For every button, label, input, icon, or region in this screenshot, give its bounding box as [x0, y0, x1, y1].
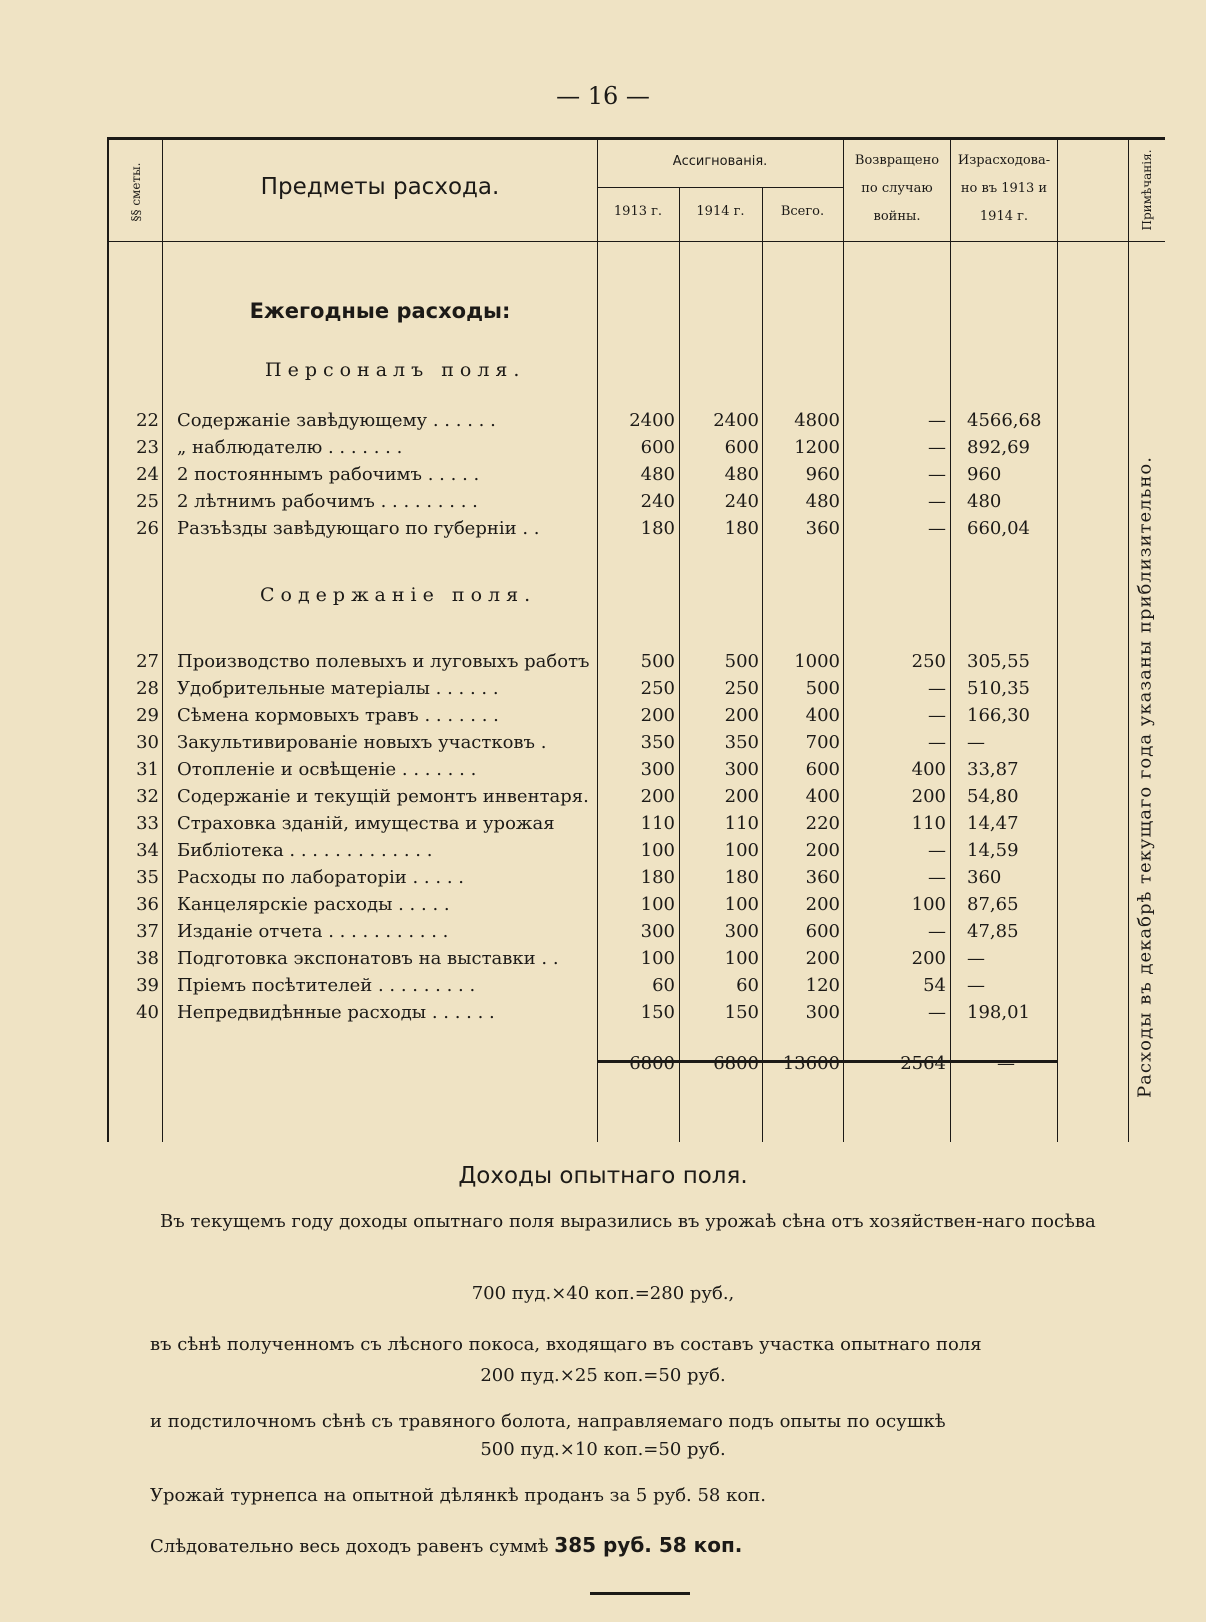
table-row: [107, 518, 1165, 545]
row-total: 200: [805, 948, 840, 969]
row-spent: 510,35: [967, 678, 1030, 699]
row-total: 600: [805, 759, 840, 780]
header-items: Предметы расхода.: [260, 174, 500, 200]
row-returned: —: [928, 921, 946, 942]
row-number: 24: [136, 464, 159, 485]
row-total: 400: [805, 786, 840, 807]
row-returned: 100: [911, 894, 946, 915]
row-item: Библіотека . . . . . . . . . . . . .: [177, 840, 433, 861]
row-spent: 14,47: [967, 813, 1019, 834]
row-1913: 2400: [629, 410, 675, 431]
row-returned: —: [928, 678, 946, 699]
row-total: 700: [805, 732, 840, 753]
row-1913: 480: [640, 464, 675, 485]
table-row: [107, 921, 1165, 948]
row-1913: 300: [640, 921, 675, 942]
row-1913: 350: [640, 732, 675, 753]
row-item: „ наблюдателю . . . . . . .: [177, 437, 403, 458]
income-paragraph-3: и подстилочномъ сѣнѣ съ травяного болота, направляемаго подъ опыты по осушкѣ: [150, 1411, 946, 1432]
header-total: Всего.: [780, 204, 825, 219]
row-spent: 4566,68: [967, 410, 1042, 431]
row-spent: 660,04: [967, 518, 1030, 539]
row-returned: —: [928, 518, 946, 539]
income-total-line: Слѣдовательно весь доходъ равенъ суммѣ 385 руб. 58 коп.: [150, 1533, 743, 1557]
end-rule: [590, 1592, 690, 1595]
row-number: 33: [136, 813, 159, 834]
row-total: 1200: [794, 437, 840, 458]
subsection-maintenance: Содержаніе поля.: [260, 584, 537, 606]
row-number: 39: [136, 975, 159, 996]
row-1913: 110: [640, 813, 675, 834]
table-row: [107, 464, 1165, 491]
row-total: 120: [805, 975, 840, 996]
table-row: [107, 894, 1165, 921]
row-total: 360: [805, 518, 840, 539]
row-number: 22: [136, 410, 159, 431]
row-1914: 180: [724, 867, 759, 888]
row-number: 40: [136, 1002, 159, 1023]
row-returned: 250: [911, 651, 946, 672]
header-estimate-number: §§ сметы.: [128, 162, 143, 222]
table-row: [107, 948, 1165, 975]
row-item: Изданіе отчета . . . . . . . . . . .: [177, 921, 449, 942]
table-row: [107, 437, 1165, 464]
row-1914: 200: [724, 786, 759, 807]
row-total: 500: [805, 678, 840, 699]
row-1914: 110: [724, 813, 759, 834]
row-returned: —: [928, 732, 946, 753]
row-item: Удобрительные матеріалы . . . . . .: [177, 678, 499, 699]
table-row: [107, 840, 1165, 867]
row-returned: —: [928, 437, 946, 458]
row-item: Отопленіе и освѣщеніе . . . . . . .: [177, 759, 477, 780]
table-row: [107, 786, 1165, 813]
table-row: [107, 759, 1165, 786]
row-1914: 350: [724, 732, 759, 753]
row-1914: 480: [724, 464, 759, 485]
row-spent: —: [967, 975, 985, 996]
row-spent: 480: [967, 491, 1002, 512]
row-returned: —: [928, 705, 946, 726]
table-row: [107, 491, 1165, 518]
row-number: 26: [136, 518, 159, 539]
row-1913: 100: [640, 948, 675, 969]
income-paragraph-4: Урожай турнепса на опытной дѣлянкѣ проданъ за 5 руб. 58 коп.: [150, 1485, 766, 1506]
row-1913: 100: [640, 894, 675, 915]
page-number: — 16 —: [556, 82, 650, 110]
row-item: Канцелярскіе расходы . . . . .: [177, 894, 450, 915]
row-number: 36: [136, 894, 159, 915]
row-total: 400: [805, 705, 840, 726]
row-item: Подготовка экспонатовъ на выставки . .: [177, 948, 559, 969]
row-item: Содержаніе и текущій ремонтъ инвентаря.: [177, 786, 589, 807]
table-row: [107, 678, 1165, 705]
row-1913: 180: [640, 518, 675, 539]
row-returned: 200: [911, 948, 946, 969]
row-returned: —: [928, 410, 946, 431]
row-number: 37: [136, 921, 159, 942]
table-row: [107, 651, 1165, 678]
row-1914: 60: [736, 975, 759, 996]
table-row: [107, 813, 1165, 840]
row-returned: 400: [911, 759, 946, 780]
row-item: Расходы по лабораторіи . . . . .: [177, 867, 464, 888]
notes-column-text: Расходы въ декабрѣ текущаго года указаны приблизительно.: [1134, 456, 1156, 1098]
row-1914: 180: [724, 518, 759, 539]
row-number: 31: [136, 759, 159, 780]
income-total-amount: 385 руб. 58 коп.: [554, 1533, 743, 1557]
section-title: Ежегодные расходы:: [249, 299, 511, 323]
header-spent: Израсходова-но въ 1913 и 1914 г.: [957, 153, 1051, 224]
row-spent: 305,55: [967, 651, 1030, 672]
table-row: [107, 867, 1165, 894]
income-formula-3: 500 пуд.×10 коп.=50 руб.: [480, 1439, 726, 1460]
income-formula-2: 200 пуд.×25 коп.=50 руб.: [480, 1365, 726, 1386]
header-notes: Примѣчанія.: [1139, 148, 1154, 231]
header-1914: 1914 г.: [696, 204, 745, 219]
row-number: 28: [136, 678, 159, 699]
row-returned: —: [928, 464, 946, 485]
row-returned: —: [928, 840, 946, 861]
row-1914: 250: [724, 678, 759, 699]
row-spent: 14,59: [967, 840, 1019, 861]
row-1914: 300: [724, 921, 759, 942]
row-1913: 200: [640, 786, 675, 807]
row-returned: 200: [911, 786, 946, 807]
row-1913: 180: [640, 867, 675, 888]
header-assignments: Ассигнованія.: [672, 154, 768, 169]
table-row: [107, 732, 1165, 759]
row-number: 23: [136, 437, 159, 458]
row-total: 1000: [794, 651, 840, 672]
row-spent: 960: [967, 464, 1002, 485]
header-1913: 1913 г.: [613, 204, 663, 219]
row-number: 34: [136, 840, 159, 861]
row-spent: 33,87: [967, 759, 1019, 780]
row-item: 2 постояннымъ рабочимъ . . . . .: [177, 464, 480, 485]
row-1914: 500: [724, 651, 759, 672]
row-spent: 360: [967, 867, 1002, 888]
row-item: Закультивированіе новыхъ участковъ .: [177, 732, 547, 753]
row-number: 29: [136, 705, 159, 726]
header-returned: Возвращено по случаю войны.: [854, 153, 940, 224]
row-1914: 2400: [713, 410, 759, 431]
row-returned: —: [928, 491, 946, 512]
income-formula-1: 700 пуд.×40 коп.=280 руб.,: [471, 1283, 735, 1304]
row-spent: 87,65: [967, 894, 1019, 915]
row-spent: 198,01: [967, 1002, 1030, 1023]
row-item: Содержаніе завѣдующему . . . . . .: [177, 410, 496, 431]
row-number: 38: [136, 948, 159, 969]
row-number: 30: [136, 732, 159, 753]
row-returned: 110: [911, 813, 946, 834]
row-total: 360: [805, 867, 840, 888]
row-item: Непредвидѣнные расходы . . . . . .: [177, 1002, 495, 1023]
row-spent: 47,85: [967, 921, 1019, 942]
row-item: Сѣмена кормовыхъ травъ . . . . . . .: [177, 705, 499, 726]
table-row: [107, 975, 1165, 1002]
row-1914: 300: [724, 759, 759, 780]
expense-table: [107, 137, 1165, 1142]
row-item: 2 лѣтнимъ рабочимъ . . . . . . . . .: [177, 491, 478, 512]
row-item: Пріемъ посѣтителей . . . . . . . . .: [177, 975, 476, 996]
row-1913: 300: [640, 759, 675, 780]
row-1914: 100: [724, 840, 759, 861]
row-1913: 250: [640, 678, 675, 699]
row-total: 200: [805, 840, 840, 861]
row-number: 27: [136, 651, 159, 672]
totals-row: 6800 6800 13600 2564 —: [629, 1053, 1015, 1074]
row-1913: 150: [640, 1002, 675, 1023]
row-1914: 240: [724, 491, 759, 512]
row-item: Разъѣзды завѣдующаго по губерніи . .: [177, 518, 540, 539]
row-total: 200: [805, 894, 840, 915]
row-total: 300: [805, 1002, 840, 1023]
row-1914: 100: [724, 948, 759, 969]
row-1913: 600: [640, 437, 675, 458]
income-paragraph-2: въ сѣнѣ полученномъ съ лѣсного покоса, входящаго въ составъ участка опытнаго поля: [150, 1334, 982, 1355]
row-item: Производство полевыхъ и луговыхъ работъ: [177, 651, 590, 672]
row-total: 600: [805, 921, 840, 942]
income-title: Доходы опытнаго поля.: [458, 1163, 748, 1189]
row-spent: —: [967, 732, 985, 753]
subsection-personnel: Персоналъ поля.: [265, 359, 526, 381]
row-1914: 600: [724, 437, 759, 458]
row-spent: 166,30: [967, 705, 1030, 726]
table-row: [107, 705, 1165, 732]
row-spent: 892,69: [967, 437, 1030, 458]
row-returned: —: [928, 867, 946, 888]
row-spent: 54,80: [967, 786, 1019, 807]
row-1913: 500: [640, 651, 675, 672]
row-1914: 100: [724, 894, 759, 915]
row-1913: 200: [640, 705, 675, 726]
row-returned: —: [928, 1002, 946, 1023]
row-number: 25: [136, 491, 159, 512]
row-1914: 150: [724, 1002, 759, 1023]
row-1913: 100: [640, 840, 675, 861]
table-row: [107, 410, 1165, 437]
row-number: 32: [136, 786, 159, 807]
row-1913: 240: [640, 491, 675, 512]
table-row: [107, 1002, 1165, 1029]
income-paragraph-1: Въ текущемъ году доходы опытнаго поля выразились въ урожаѣ сѣна отъ хозяйствен-наго посѣва: [160, 1211, 1096, 1232]
row-item: Страховка зданій, имущества и урожая: [177, 813, 555, 834]
row-total: 480: [805, 491, 840, 512]
row-total: 220: [805, 813, 840, 834]
row-returned: 54: [923, 975, 946, 996]
row-total: 960: [805, 464, 840, 485]
row-1913: 60: [652, 975, 675, 996]
row-number: 35: [136, 867, 159, 888]
row-spent: —: [967, 948, 985, 969]
row-total: 4800: [794, 410, 840, 431]
row-1914: 200: [724, 705, 759, 726]
